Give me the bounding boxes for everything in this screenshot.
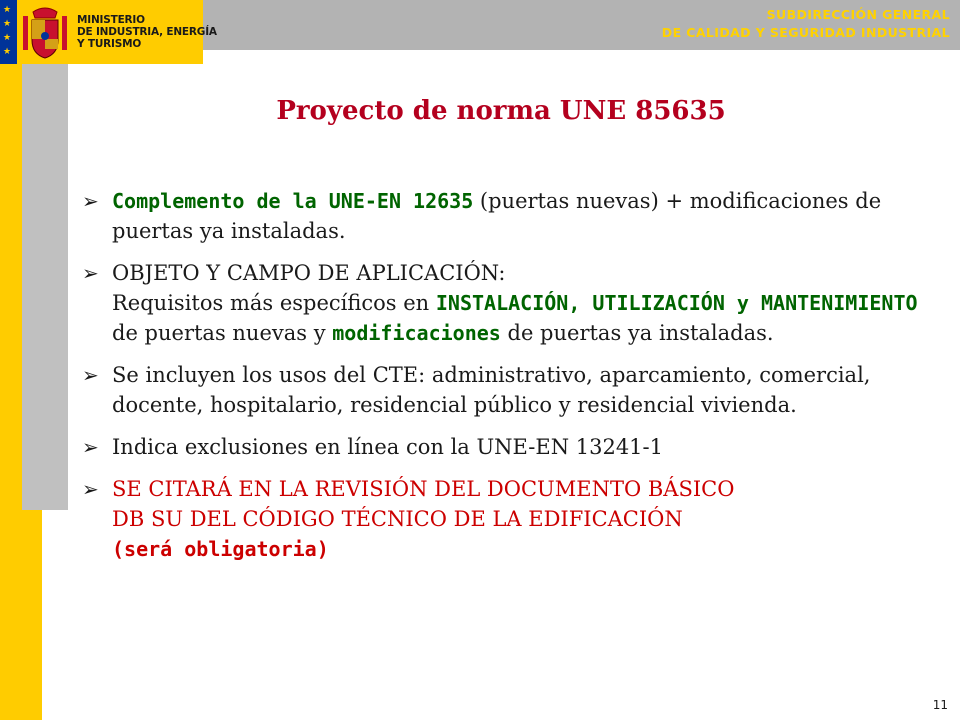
bullet-highlight: modificaciones [332,321,501,345]
side-panel [22,64,68,510]
subdirectorate-heading [662,6,950,42]
arrow-bullet-icon: ➢ [82,261,99,285]
bullet-text: Indica exclusiones en línea con la UNE-EN 13241-1 [112,435,664,459]
bullet-heading: OBJETO Y CAMPO DE APLICACIÓN: [112,261,506,285]
ministry-name [77,14,217,50]
subdirectorate-line-1: SUBDIRECCIÓN GENERAL [766,7,950,22]
bullet-text: (puertas nuevas) + modificaciones de puertas ya instaladas. [112,189,882,243]
bullet-complement [82,186,932,246]
bullet-text: de puertas nuevas y [112,321,333,345]
ministry-line-2: DE INDUSTRIA, ENERGÍA [77,26,217,38]
bullet-alert-text: DB SU DEL CÓDIGO TÉCNICO DE LA EDIFICACIÓN [112,507,683,531]
bullet-alert-bold: (será obligatoria) [112,537,329,561]
bullet-highlight: INSTALACIÓN, UTILIZACIÓN y MANTENIMIENTO [435,291,918,315]
bullet-text: Se incluyen los usos del CTE: administrativo, aparcamiento, comercial, docente, hospitalario, residencial público y residencial vivienda. [112,363,871,417]
ministry-line-3: Y TURISMO [77,38,142,50]
subdirectorate-line-2: DE CALIDAD Y SEGURIDAD INDUSTRIAL [661,25,950,40]
bullet-list [82,186,932,576]
bullet-text: Requisitos más específicos en [112,291,436,315]
bullet-highlight: Complemento de la UNE-EN 12635 [112,189,474,213]
slide-title: Proyecto de norma UNE 85635 [276,96,726,126]
ministry-logo [17,0,217,64]
arrow-bullet-icon: ➢ [82,363,99,387]
eu-flag-icon: ★ ★ ★ ★ [0,0,17,64]
bullet-alert-text: SE CITARÁ EN LA REVISIÓN DEL DOCUMENTO BÁSICO [112,477,735,501]
bullet-citation [82,474,932,564]
page-number: 11 [932,698,948,712]
bullet-text: de puertas ya instaladas. [500,321,774,345]
arrow-bullet-icon: ➢ [82,435,99,459]
bullet-scope [82,258,932,348]
bullet-uses [82,360,932,420]
arrow-bullet-icon: ➢ [82,477,99,501]
ministry-line-1: MINISTERIO [77,14,145,26]
arrow-bullet-icon: ➢ [82,189,99,213]
bullet-exclusions [82,432,932,462]
coat-of-arms-icon [21,4,69,60]
